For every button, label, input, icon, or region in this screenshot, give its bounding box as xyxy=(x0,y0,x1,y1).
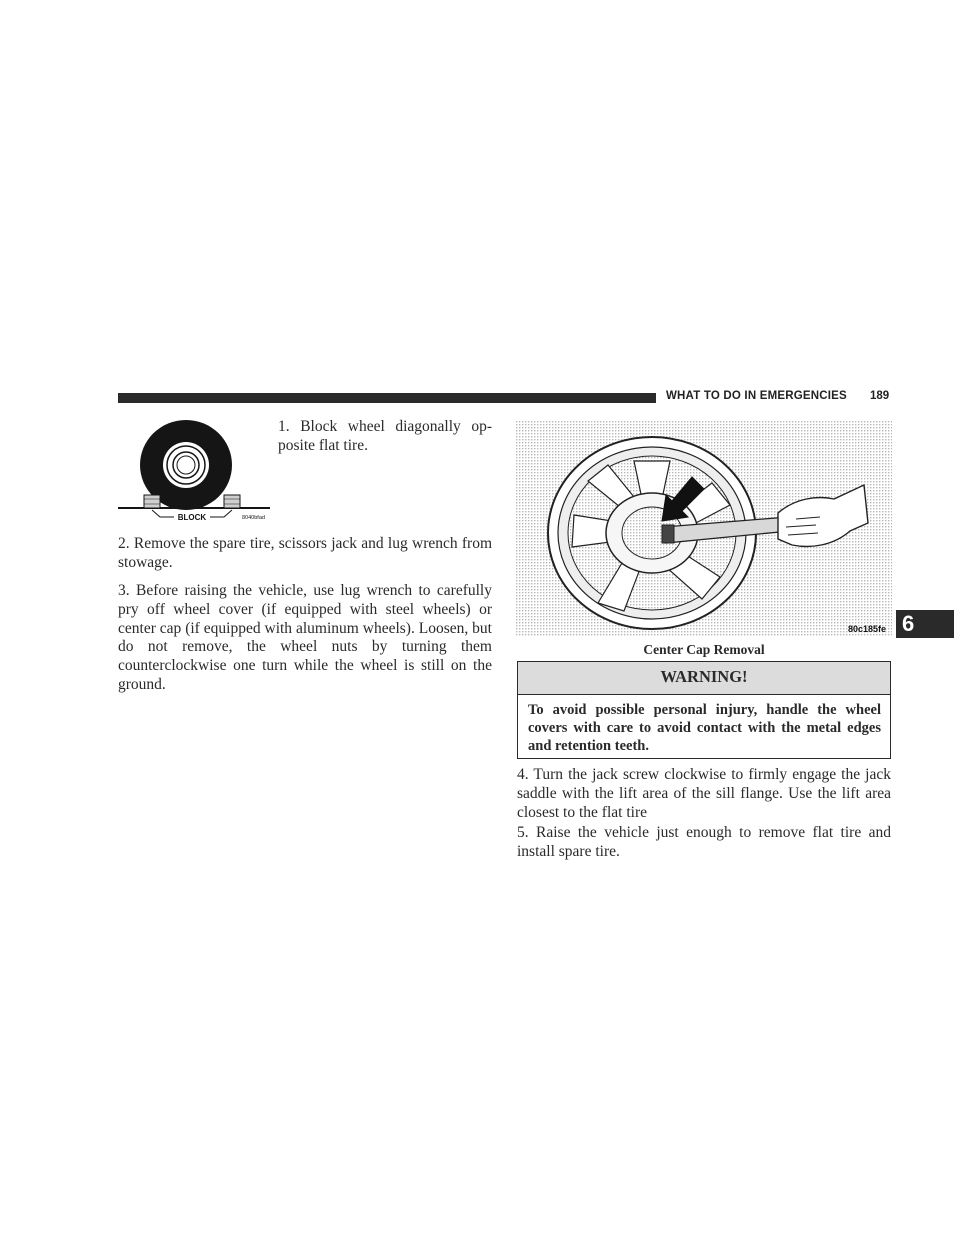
step-5: 5. Raise the vehicle just enough to remove flat tire and install spare tire. xyxy=(517,824,891,860)
header-rule xyxy=(118,393,656,403)
figure2-code: 80c185fe xyxy=(847,624,886,634)
section-title: WHAT TO DO IN EMERGENCIES xyxy=(666,390,847,402)
figure-caption: Center Cap Removal xyxy=(643,642,765,657)
step-4: 4. Turn the jack screw clockwise to firmly engage the jack saddle with the lift area of the sill flange. Use the lift area closest to the flat tire xyxy=(517,766,891,821)
figure1-code: 8040bfad xyxy=(242,515,265,521)
chapter-tab: 6 xyxy=(896,610,954,638)
step-1: 1. Block wheel diagonally op-posite flat tire. xyxy=(278,418,492,454)
step-2: 2. Remove the spare tire, scissors jack and lug wrench from stowage. xyxy=(118,535,492,571)
center-cap-removal-illustration xyxy=(516,421,892,637)
wheel-block-illustration xyxy=(118,420,274,526)
warning-box xyxy=(517,661,891,759)
warning-title: WARNING! xyxy=(518,662,890,695)
warning-text: To avoid possible personal injury, handle the wheel covers with care to avoid contact with the metal edges and retention teeth. xyxy=(528,702,881,754)
page-number: 189 xyxy=(870,390,890,402)
step-3: 3. Before raising the vehicle, use lug wrench to carefully pry off wheel cover (if equipped with steel wheels) or center cap (if equipped with aluminum wheels). Loosen, but do not remove, the wheel nuts by turning them counterclockwise one turn while the wheel is still on the ground. xyxy=(118,582,492,693)
block-label: BLOCK xyxy=(177,513,207,522)
